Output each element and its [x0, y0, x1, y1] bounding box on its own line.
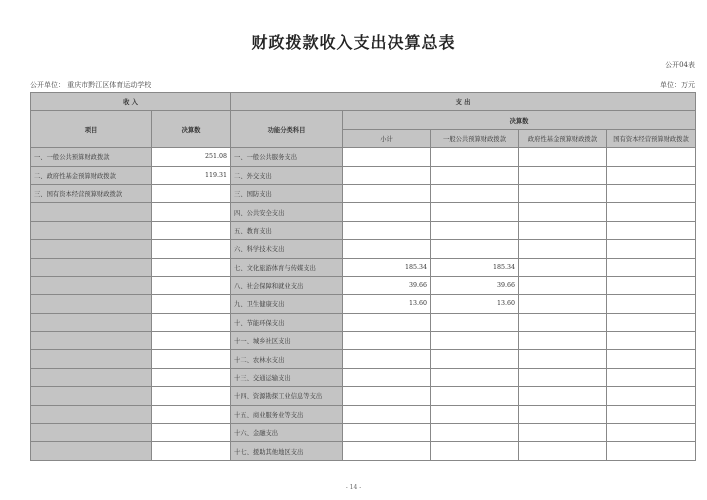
table-row: [31, 203, 696, 221]
state-capital-cell: [607, 258, 696, 276]
table-row: [31, 295, 696, 313]
gov-fund-cell: [519, 276, 607, 294]
general-budget-cell: 39.66: [431, 276, 519, 294]
income-amount-cell: [152, 387, 231, 405]
gov-fund-cell: [519, 368, 607, 386]
gov-fund-cell: [519, 332, 607, 350]
col-header-item: 项目: [31, 111, 152, 148]
income-item-cell: [31, 295, 152, 313]
col-header-amount: 决算数: [152, 111, 231, 148]
income-amount-cell: [152, 240, 231, 258]
function-category-cell: 十七、援助其他地区支出: [231, 442, 343, 460]
general-budget-cell: [431, 240, 519, 258]
income-amount-cell: [152, 184, 231, 202]
general-budget-cell: [431, 313, 519, 331]
state-capital-cell: [607, 240, 696, 258]
income-item-cell: [31, 424, 152, 442]
income-amount-cell: 119.31: [152, 166, 231, 184]
page-title: 财政拨款收入支出决算总表: [251, 33, 456, 52]
state-capital-cell: [607, 405, 696, 423]
state-capital-cell: [607, 166, 696, 184]
gov-fund-cell: [519, 442, 607, 460]
state-capital-cell: [607, 350, 696, 368]
general-budget-cell: [431, 332, 519, 350]
general-budget-cell: [431, 148, 519, 166]
gov-fund-cell: [519, 203, 607, 221]
subtotal-cell: [343, 148, 431, 166]
state-capital-cell: [607, 387, 696, 405]
income-amount-cell: [152, 405, 231, 423]
state-capital-cell: [607, 332, 696, 350]
subtotal-cell: 39.66: [343, 276, 431, 294]
function-category-cell: 五、教育支出: [231, 221, 343, 239]
table-row: [31, 221, 696, 239]
page-number: - 14 -: [345, 484, 362, 491]
income-item-cell: [31, 258, 152, 276]
table-row: [31, 350, 696, 368]
col-header-function: 功能分类科目: [231, 111, 343, 148]
currency-unit: 单位：万元: [660, 81, 695, 89]
subtotal-cell: [343, 387, 431, 405]
function-category-cell: 一、一般公共服务支出: [231, 148, 343, 166]
subtotal-cell: [343, 332, 431, 350]
income-item-cell: [31, 276, 152, 294]
function-category-cell: 八、社会保障和就业支出: [231, 276, 343, 294]
col-header-subtotal: 小计: [343, 129, 431, 147]
income-amount-cell: [152, 350, 231, 368]
income-amount-cell: [152, 258, 231, 276]
table-row: [31, 258, 696, 276]
income-item-cell: 一、一般公共预算财政拨款: [31, 148, 152, 166]
table-row: [31, 387, 696, 405]
income-amount-cell: [152, 276, 231, 294]
function-category-cell: 十六、金融支出: [231, 424, 343, 442]
general-budget-cell: 185.34: [431, 258, 519, 276]
state-capital-cell: [607, 368, 696, 386]
table-row: [31, 276, 696, 294]
general-budget-cell: [431, 387, 519, 405]
gov-fund-cell: [519, 184, 607, 202]
state-capital-cell: [607, 442, 696, 460]
state-capital-cell: [607, 295, 696, 313]
general-budget-cell: [431, 166, 519, 184]
income-item-cell: [31, 240, 152, 258]
income-item-cell: 二、政府性基金预算财政拨款: [31, 166, 152, 184]
income-amount-cell: [152, 313, 231, 331]
function-category-cell: 十五、商业服务业等支出: [231, 405, 343, 423]
income-amount-cell: 251.08: [152, 148, 231, 166]
gov-fund-cell: [519, 295, 607, 313]
income-amount-cell: [152, 295, 231, 313]
table-row: [31, 240, 696, 258]
income-item-cell: [31, 203, 152, 221]
general-budget-cell: 13.60: [431, 295, 519, 313]
income-item-cell: [31, 332, 152, 350]
general-budget-cell: [431, 442, 519, 460]
state-capital-cell: [607, 221, 696, 239]
state-capital-cell: [607, 313, 696, 331]
subtotal-cell: [343, 368, 431, 386]
table-row: [31, 148, 696, 166]
function-category-cell: 十三、交通运输支出: [231, 368, 343, 386]
table-row: [31, 166, 696, 184]
gov-fund-cell: [519, 240, 607, 258]
general-budget-cell: [431, 424, 519, 442]
table-row: [31, 332, 696, 350]
general-budget-cell: [431, 350, 519, 368]
function-category-cell: 十二、农林水支出: [231, 350, 343, 368]
gov-fund-cell: [519, 258, 607, 276]
reporting-unit: 公开单位： 重庆市黔江区体育运动学校: [30, 81, 152, 89]
subtotal-cell: [343, 221, 431, 239]
subtotal-cell: [343, 405, 431, 423]
function-category-cell: 六、科学技术支出: [231, 240, 343, 258]
income-amount-cell: [152, 442, 231, 460]
income-item-cell: [31, 387, 152, 405]
gov-fund-cell: [519, 221, 607, 239]
subtotal-cell: [343, 424, 431, 442]
function-category-cell: 二、外交支出: [231, 166, 343, 184]
income-item-cell: [31, 313, 152, 331]
subtotal-cell: [343, 313, 431, 331]
income-item-cell: [31, 221, 152, 239]
gov-fund-cell: [519, 405, 607, 423]
table-row: [31, 313, 696, 331]
income-item-cell: [31, 405, 152, 423]
income-amount-cell: [152, 203, 231, 221]
general-budget-cell: [431, 203, 519, 221]
col-header-state-capital: 国有资本经营预算财政拨款: [607, 129, 696, 147]
gov-fund-cell: [519, 350, 607, 368]
subtotal-cell: [343, 442, 431, 460]
function-category-cell: 十、节能环保支出: [231, 313, 343, 331]
subtotal-cell: 13.60: [343, 295, 431, 313]
table-row: [31, 368, 696, 386]
gov-fund-cell: [519, 148, 607, 166]
subtotal-cell: [343, 240, 431, 258]
function-category-cell: 四、公共安全支出: [231, 203, 343, 221]
state-capital-cell: [607, 148, 696, 166]
subtotal-cell: [343, 203, 431, 221]
function-category-cell: 三、国防支出: [231, 184, 343, 202]
general-budget-cell: [431, 368, 519, 386]
income-amount-cell: [152, 424, 231, 442]
income-amount-cell: [152, 332, 231, 350]
fiscal-summary-table: [30, 92, 696, 461]
income-item-cell: [31, 442, 152, 460]
expense-group-header: 支 出: [231, 93, 696, 111]
gov-fund-cell: [519, 424, 607, 442]
function-category-cell: 十四、资源勘探工业信息等支出: [231, 387, 343, 405]
subtotal-cell: [343, 350, 431, 368]
col-header-general-budget: 一般公共预算财政拨款: [431, 129, 519, 147]
general-budget-cell: [431, 184, 519, 202]
col-header-final: 决算数: [343, 111, 696, 129]
table-row: [31, 184, 696, 202]
function-category-cell: 九、卫生健康支出: [231, 295, 343, 313]
income-group-header: 收 入: [31, 93, 231, 111]
general-budget-cell: [431, 405, 519, 423]
state-capital-cell: [607, 184, 696, 202]
form-number: 公开04表: [665, 61, 695, 69]
gov-fund-cell: [519, 166, 607, 184]
income-item-cell: [31, 350, 152, 368]
subtotal-cell: 185.34: [343, 258, 431, 276]
subtotal-cell: [343, 166, 431, 184]
income-amount-cell: [152, 221, 231, 239]
state-capital-cell: [607, 424, 696, 442]
function-category-cell: 七、文化旅游体育与传媒支出: [231, 258, 343, 276]
general-budget-cell: [431, 221, 519, 239]
income-amount-cell: [152, 368, 231, 386]
table-row: [31, 424, 696, 442]
gov-fund-cell: [519, 313, 607, 331]
income-item-cell: 三、国有资本经营预算财政拨款: [31, 184, 152, 202]
gov-fund-cell: [519, 387, 607, 405]
subtotal-cell: [343, 184, 431, 202]
col-header-gov-fund: 政府性基金预算财政拨款: [519, 129, 607, 147]
state-capital-cell: [607, 276, 696, 294]
income-item-cell: [31, 368, 152, 386]
table-row: [31, 442, 696, 460]
state-capital-cell: [607, 203, 696, 221]
table-row: [31, 405, 696, 423]
function-category-cell: 十一、城乡社区支出: [231, 332, 343, 350]
